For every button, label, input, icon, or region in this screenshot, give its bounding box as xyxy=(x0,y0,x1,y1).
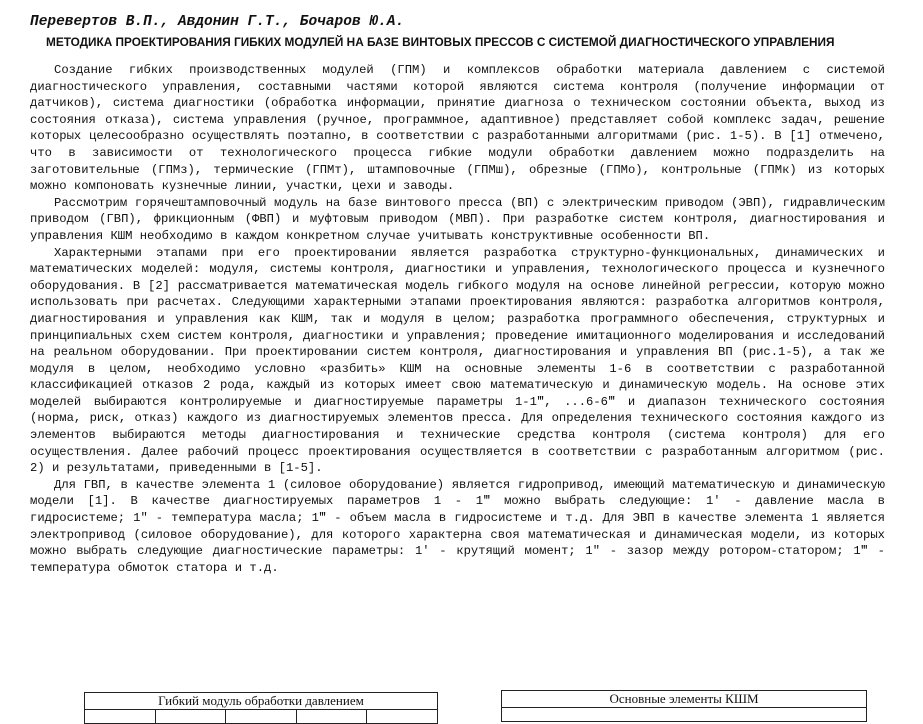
press-elements-caption: Основные элементы КШМ xyxy=(502,691,866,708)
paragraph-4: Для ГВП, в качестве элемента 1 (силовое оборудование) является гидропривод, имеющий математическую и динамическую модели [1]. В качестве диагностируемых параметров 1 - 1‴ можно выбрать следующие: 1′ - давление масла в гидросистеме; 1″ - температура масла; 1‴ - объем масла в гидросистеме и т.д. Для ЭВП в качестве элемента 1 является электропривод (силовое оборудование), для которого характерна своя математическая и динамическая модели, из которых можно выбрать следующие диагностические параметры: 1′ - крутящий момент; 1″ - зазор между роторoм-статором; 1‴ - температура обмоток статора и т.д. xyxy=(30,477,885,575)
paragraph-1: Создание гибких производственных модулей (ГПМ) и комплексов обработки материала давлением с системой диагностического управления, составными частями которой являются система контроля (получение информации от датчиков), система диагностики (обработка информации, принятие диагноза о техническом состоянии объекта, выход из состояния отказа), система управления (ручное, программное, адаптивное) представляет собой комплекс задач, решение которых целесообразно осуществлять поэтапно, в соответствии с разработанными алгоритмами (рис. 1-5). В [1] отмечено, что в зависимости от технологического процесса гибкие модули обработки давлением можно подразделить на заготовительные (ГПМз), термические (ГПМт), штамповочные (ГПМш), обрезные (ГПМо), контрольные (ГПМк) из которых можно компоновать кузнечные линии, участки, цехи и заводы. xyxy=(30,63,885,194)
module-cell xyxy=(85,710,156,724)
paragraph-2: Рассмотрим горячештамповочный модуль на базе винтового пресса (ВП) с электрическим приводом (ЭВП), гидравлическим приводом (ГВП), фрикционным (ФВП) и муфтовым приводом (МВП). При разработке систем контроля, диагностирования и управления КШМ необходимо в каждом конкретном случае учитывать конструктивные особенности ВП. xyxy=(30,195,885,243)
paragraph-3: Характерными этапами при его проектировании является разработка структурно-функциональных, динамических и математических моделей: модуля, системы контроля, диагностики и управления, технологического процесса и кузнечного оборудования. В [2] рассматривается математическая модель гибкого модуля на основе линейной регрессии, которую можно использовать при расчетах. Следующими характерными этапами проектирования являются: разработка алгоритмов контроля, диагностирования и управления как КШМ, так и модуля в целом; разработка программного обеспечения, структурных и принципиальных схем систем контроля, диагностики и управления; проведение имитационного моделирования и исследований на реальном оборудовании. При проектировании систем контроля, диагностирования и управления ВП (рис.1-5), а так же модуля в целом, необходимо условно «разбить» КШМ на основные элементы 1-6 в соответствии с разработанной классификацией отказов 2 рода, каждый из которых имеет свою математическую и динамическую модель. На основе этих моделей выбираются контролируемые и диагностируемые параметры 1-1‴, ...6-6‴ и диапазон технического состояния (норма, риск, отказ) каждого из диагностируемых элементов пресса. Для определения технического состояния каждого из элементов выбираются методы диагностирования и технические средства контроля (система контроля) для его осуществления. Далее рабочий процесс проектирования осуществляется в соответствии с разработанным алгоритмом (рис. 2) и результатами, приведенными в [1-5]. xyxy=(30,245,885,476)
press-elements-diagram-box xyxy=(501,690,867,722)
flexible-module-caption: Гибкий модуль обработки давлением xyxy=(85,693,437,710)
module-cell xyxy=(297,710,368,724)
flexible-module-diagram-box xyxy=(84,692,438,724)
module-cells xyxy=(85,710,437,724)
authors-line: Перевертов В.П., Авдонин Г.Т., Бочаров Ю.А. xyxy=(30,14,405,30)
module-cell xyxy=(156,710,227,724)
module-cell xyxy=(367,710,437,724)
module-cell xyxy=(226,710,297,724)
body-text xyxy=(30,62,885,576)
paper-title: МЕТОДИКА ПРОЕКТИРОВАНИЯ ГИБКИХ МОДУЛЕЙ НА БАЗЕ ВИНТОВЫХ ПРЕССОВ С СИСТЕМОЙ ДИАГНОСТИЧЕСКОГО УПРАВЛЕНИЯ xyxy=(46,35,835,49)
